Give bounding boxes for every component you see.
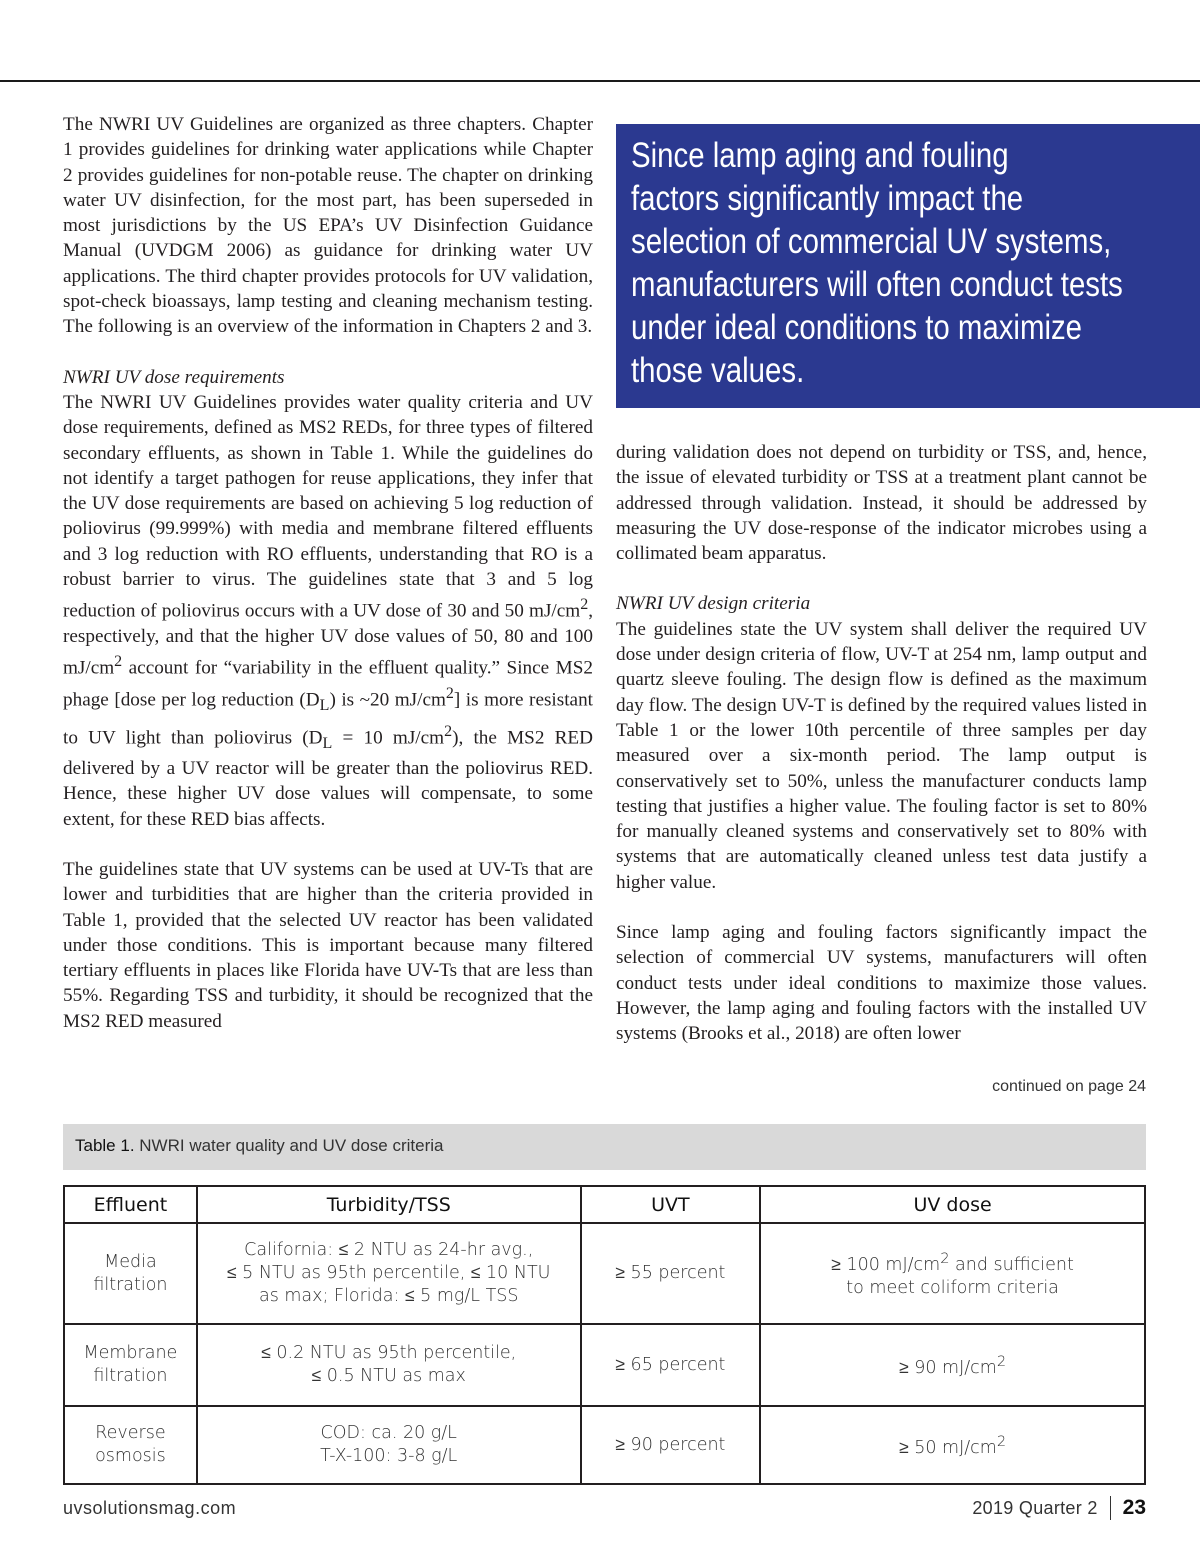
uv-dose-cell: ≥ 90 $mJ/cm^2$ [760, 1324, 1145, 1406]
pull-quote-line: manufacturers will often conduct tests [631, 265, 1123, 304]
header-rule [0, 80, 1200, 82]
page-number: 23 [1122, 1496, 1146, 1519]
effluent-cell: Media filtration [64, 1223, 197, 1324]
pull-quote-line: factors significantly impact the [631, 179, 1024, 218]
turbidity-cell: ≤ 0.2 NTU as 95th percentile, ≤ 0.5 NTU as max [197, 1324, 581, 1406]
table-row [64, 1324, 1145, 1406]
column-header: UV dose [760, 1186, 1145, 1223]
table-row [64, 1223, 1145, 1324]
pull-quote-line: those values. [631, 351, 805, 390]
pull-quote-line: under ideal conditions to maximize [631, 308, 1083, 347]
body-paragraph: The guidelines state the UV system shall deliver the required UV dose under design criteria of flow, UV-T at 254 nm, lamp output and quartz sleeve fouling. The design flow is defined as the maximum day flow. The design UV-T is defined by the required values listed in Table 1 or the lower 10th percentile of three samples per day measured over a six-month period. The lamp output is conservatively set to 50%, unless the manufacturer conducts lamp testing that justifies a higher value. The fouling factor is set to 80% for manually cleaned systems and conservatively set to 80% with systems that are automatically cleaned unless test data justify a higher value. [616, 618, 1147, 893]
pull-quote-line: Since lamp aging and fouling [631, 136, 1009, 175]
section-heading: NWRI UV design criteria [616, 593, 811, 615]
body-paragraph: The NWRI UV Guidelines provides water quality criteria and UV dose requirements, defined as MS2 REDs, for three types of filtered secondary effluents, as shown in Table 1. While the guidelines do not identify a target pathogen for reuse applications, they infer that the UV dose requirements are based on achieving 5 log reduction of poliovirus (99.999%) with media and membrane filtered effluents and 3 log reduction with RO effluents, understanding that RO is a robust barrier to virus. The guidelines state that 3 and 5 log reduction of poliovirus occurs with a UV dose of 30 and 50 $mJ/cm^2$, respectively, and that the higher UV dose values of 50, 80 and 100 $mJ/cm^2$ account for “variability in the effluent quality.” Since MS2 phage [dose per log reduction $(D_L)$ is ~20 $mJ/cm^2$] is more resistant to UV light than poliovirus ($D_L = 10$ $mJ/cm^2$), the MS2 RED delivered by a UV reactor will be greater than the poliovirus RED. Hence, these higher UV dose values will compensate, to some extent, for these RED bias affects. [63, 391, 594, 830]
uvt-cell: ≥ 65 percent [581, 1324, 761, 1406]
body-paragraph: The NWRI UV Guidelines are organized as three chapters. Chapter 1 provides guidelines for drinking water applications while Chapter 2 provides guidelines for non-potable reuse. The chapter on drinking water UV disinfection, for the most part, has been superseded in most jurisdictions by the US EPA’s UV Disinfection Guidance Manual (UVDGM 2006) as guidance for drinking water UV applications. The third chapter provides protocols for UV validation, spot-check bioassays, lamp testing and cleaning mechanism testing. The following is an overview of the information in Chapters 2 and 3. [63, 114, 593, 338]
effluent-cell: Membrane filtration [64, 1324, 197, 1406]
uvt-cell: ≥ 55 percent [581, 1223, 761, 1324]
pull-quote [616, 124, 1200, 408]
uv-dose-cell: ≥ 50 $mJ/cm^2$ [760, 1406, 1145, 1484]
turbidity-cell: COD: ca. 20 g/L T-X-100: 3-8 g/L [197, 1406, 581, 1484]
column-header: Effluent [64, 1186, 197, 1223]
footer-issue [972, 1496, 1146, 1520]
table-row [64, 1406, 1145, 1484]
pull-quote-line: selection of commercial UV systems, [631, 222, 1112, 261]
section-heading: NWRI UV dose requirements [63, 366, 285, 388]
turbidity-cell: California: ≤ 2 NTU as 24-hr avg., ≤ 5 NTU as 95th percentile, ≤ 10 NTU as max; Florida: ≤ 5 mg/L TSS [197, 1223, 581, 1324]
footer-divider [1110, 1496, 1111, 1520]
uvt-cell: ≥ 90 percent [581, 1406, 761, 1484]
article-column-left [63, 112, 593, 1034]
body-paragraph: The guidelines state that UV systems can be used at UV-Ts that are lower and turbidities that are higher than the criteria provided in Table 1, provided that the selected UV reactor has been validated under those conditions. This is important because many filtered tertiary effluents in places like Florida have UV-Ts that are less than 55%. Regarding TSS and turbidity, it should be recognized that the MS2 RED measured [63, 858, 593, 1032]
column-header: Turbidity/TSS [197, 1186, 581, 1223]
article-column-right [616, 440, 1147, 1047]
table-header-row [64, 1186, 1145, 1223]
criteria-table [63, 1185, 1146, 1485]
body-paragraph: Since lamp aging and fouling factors significantly impact the selection of commercial UV systems, manufacturers will often conduct tests under ideal conditions to maximize those values. However, the lamp aging and fouling factors with the installed UV systems (Brooks et al., 2018) are often lower [616, 922, 1147, 1045]
footer-website: uvsolutionsmag.com [63, 1498, 237, 1518]
table-caption [63, 1124, 1146, 1170]
continued-note: continued on page 24 [992, 1078, 1146, 1095]
issue-label: 2019 Quarter 2 [972, 1497, 1098, 1518]
table-caption-label: Table 1. [75, 1136, 135, 1155]
uv-dose-cell: ≥ 100 $mJ/cm^2$ and sufficient to meet coliform criteria [760, 1223, 1145, 1324]
effluent-cell: Reverse osmosis [64, 1406, 197, 1484]
column-header: UVT [581, 1186, 761, 1223]
table-caption-text: NWRI water quality and UV dose criteria [134, 1136, 444, 1155]
body-paragraph: during validation does not depend on turbidity or TSS, and, hence, the issue of elevated turbidity or TSS at a treatment plant cannot be addressed through validation. Instead, it should be addressed by measuring the UV dose-response of the indicator microbes using a collimated beam apparatus. [616, 442, 1147, 565]
